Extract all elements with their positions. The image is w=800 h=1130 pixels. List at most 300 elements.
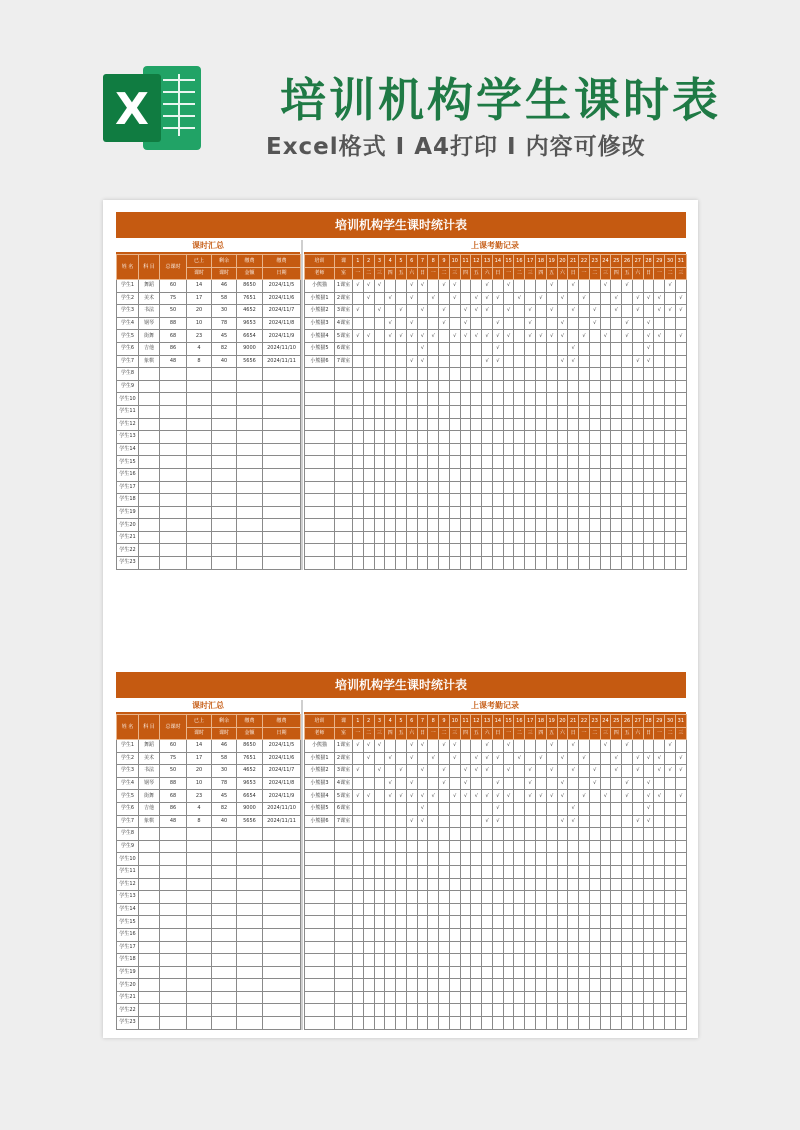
attendance-cell[interactable] — [353, 481, 364, 494]
attendance-cell[interactable] — [471, 840, 482, 853]
summary-cell[interactable] — [212, 405, 237, 418]
attendance-cell[interactable]: √ — [546, 740, 557, 753]
attendance-cell[interactable] — [536, 456, 547, 469]
attendance-cell[interactable] — [439, 853, 450, 866]
attendance-cell[interactable] — [579, 802, 590, 815]
attendance-cell[interactable] — [643, 1004, 654, 1017]
attendance-cell[interactable] — [396, 531, 407, 544]
attendance-cell[interactable] — [600, 506, 611, 519]
attendance-cell[interactable] — [665, 481, 676, 494]
attendance-cell[interactable] — [439, 954, 450, 967]
attendance-cell[interactable] — [417, 891, 428, 904]
summary-cell[interactable] — [263, 456, 301, 469]
attendance-cell[interactable] — [439, 405, 450, 418]
summary-cell[interactable] — [139, 456, 160, 469]
attendance-cell[interactable] — [449, 531, 460, 544]
attendance-cell[interactable]: √ — [557, 330, 568, 343]
attendance-cell[interactable] — [353, 431, 364, 444]
attendance-cell[interactable] — [600, 544, 611, 557]
summary-cell[interactable]: 4 — [187, 342, 212, 355]
attendance-cell[interactable] — [525, 468, 536, 481]
attendance-cell[interactable] — [546, 752, 557, 765]
attendance-cell[interactable] — [460, 544, 471, 557]
attendance-cell[interactable] — [503, 916, 514, 929]
attendance-cell[interactable] — [546, 506, 557, 519]
attendance-cell[interactable] — [503, 544, 514, 557]
attendance-cell[interactable] — [546, 941, 557, 954]
attendance-cell[interactable] — [525, 928, 536, 941]
attendance-cell[interactable] — [492, 1004, 503, 1017]
attendance-cell[interactable] — [471, 380, 482, 393]
attendance-cell[interactable] — [600, 1004, 611, 1017]
attendance-cell[interactable] — [492, 979, 503, 992]
attendance-cell[interactable] — [514, 991, 525, 1004]
summary-cell[interactable]: 8650 — [237, 280, 263, 293]
attendance-cell[interactable]: √ — [492, 355, 503, 368]
teacher-cell[interactable]: 小熊猫3 — [305, 317, 335, 330]
summary-cell[interactable] — [263, 1004, 301, 1017]
attendance-cell[interactable] — [492, 305, 503, 318]
attendance-cell[interactable] — [396, 878, 407, 891]
attendance-cell[interactable] — [675, 802, 686, 815]
attendance-cell[interactable] — [654, 494, 665, 507]
room-cell[interactable] — [335, 393, 353, 406]
attendance-cell[interactable] — [439, 368, 450, 381]
attendance-cell[interactable] — [675, 355, 686, 368]
attendance-cell[interactable] — [460, 903, 471, 916]
attendance-cell[interactable] — [374, 292, 385, 305]
summary-cell[interactable] — [212, 557, 237, 570]
attendance-cell[interactable] — [546, 954, 557, 967]
attendance-cell[interactable] — [449, 481, 460, 494]
summary-cell[interactable]: 20 — [187, 305, 212, 318]
summary-cell[interactable] — [263, 891, 301, 904]
attendance-cell[interactable] — [492, 380, 503, 393]
attendance-cell[interactable]: √ — [525, 765, 536, 778]
attendance-cell[interactable] — [632, 928, 643, 941]
attendance-cell[interactable]: √ — [385, 790, 396, 803]
attendance-cell[interactable]: √ — [471, 752, 482, 765]
summary-cell[interactable] — [187, 840, 212, 853]
attendance-cell[interactable] — [514, 916, 525, 929]
attendance-cell[interactable] — [428, 991, 439, 1004]
attendance-cell[interactable] — [589, 393, 600, 406]
teacher-cell[interactable] — [305, 481, 335, 494]
attendance-cell[interactable] — [600, 468, 611, 481]
attendance-cell[interactable]: √ — [632, 355, 643, 368]
attendance-cell[interactable]: √ — [514, 752, 525, 765]
attendance-cell[interactable] — [622, 966, 633, 979]
attendance-cell[interactable] — [514, 840, 525, 853]
attendance-cell[interactable] — [417, 456, 428, 469]
attendance-cell[interactable] — [374, 802, 385, 815]
summary-cell[interactable]: 学生2 — [117, 752, 139, 765]
attendance-cell[interactable] — [363, 405, 374, 418]
attendance-cell[interactable] — [589, 443, 600, 456]
attendance-cell[interactable] — [579, 1004, 590, 1017]
summary-cell[interactable] — [212, 979, 237, 992]
attendance-cell[interactable] — [514, 506, 525, 519]
attendance-cell[interactable] — [396, 342, 407, 355]
attendance-cell[interactable]: √ — [460, 317, 471, 330]
attendance-cell[interactable] — [525, 840, 536, 853]
attendance-cell[interactable] — [363, 355, 374, 368]
attendance-cell[interactable]: √ — [536, 292, 547, 305]
attendance-cell[interactable] — [492, 941, 503, 954]
attendance-cell[interactable] — [363, 393, 374, 406]
attendance-cell[interactable] — [525, 991, 536, 1004]
attendance-cell[interactable] — [492, 368, 503, 381]
attendance-cell[interactable] — [460, 865, 471, 878]
attendance-cell[interactable]: √ — [385, 777, 396, 790]
attendance-cell[interactable] — [417, 494, 428, 507]
attendance-cell[interactable] — [654, 916, 665, 929]
room-cell[interactable] — [335, 456, 353, 469]
attendance-cell[interactable] — [600, 815, 611, 828]
attendance-cell[interactable] — [449, 941, 460, 954]
attendance-cell[interactable] — [643, 280, 654, 293]
summary-cell[interactable] — [212, 481, 237, 494]
attendance-cell[interactable] — [579, 878, 590, 891]
attendance-cell[interactable] — [396, 443, 407, 456]
attendance-cell[interactable] — [643, 380, 654, 393]
attendance-cell[interactable]: √ — [396, 790, 407, 803]
summary-cell[interactable]: 17 — [187, 292, 212, 305]
attendance-cell[interactable] — [385, 941, 396, 954]
attendance-cell[interactable] — [439, 456, 450, 469]
room-cell[interactable]: 1课室 — [335, 740, 353, 753]
attendance-cell[interactable]: √ — [622, 777, 633, 790]
summary-cell[interactable] — [263, 966, 301, 979]
attendance-cell[interactable] — [353, 342, 364, 355]
teacher-cell[interactable] — [305, 393, 335, 406]
summary-cell[interactable]: 48 — [160, 815, 187, 828]
summary-cell[interactable] — [237, 531, 263, 544]
attendance-cell[interactable] — [568, 405, 579, 418]
summary-cell[interactable] — [187, 828, 212, 841]
summary-cell[interactable] — [237, 941, 263, 954]
attendance-cell[interactable] — [622, 878, 633, 891]
attendance-cell[interactable] — [406, 966, 417, 979]
attendance-cell[interactable] — [363, 903, 374, 916]
attendance-cell[interactable] — [482, 342, 493, 355]
attendance-cell[interactable]: √ — [492, 317, 503, 330]
summary-cell[interactable] — [160, 1017, 187, 1030]
attendance-cell[interactable] — [514, 557, 525, 570]
attendance-cell[interactable]: √ — [471, 305, 482, 318]
summary-cell[interactable] — [139, 1017, 160, 1030]
attendance-cell[interactable] — [385, 991, 396, 1004]
attendance-cell[interactable] — [385, 954, 396, 967]
attendance-cell[interactable] — [579, 840, 590, 853]
attendance-cell[interactable]: √ — [482, 280, 493, 293]
attendance-cell[interactable] — [622, 456, 633, 469]
teacher-cell[interactable]: 小熊猫6 — [305, 815, 335, 828]
attendance-cell[interactable] — [675, 468, 686, 481]
summary-cell[interactable]: 钢琴 — [139, 317, 160, 330]
attendance-cell[interactable] — [482, 368, 493, 381]
attendance-cell[interactable] — [546, 317, 557, 330]
attendance-cell[interactable] — [503, 954, 514, 967]
attendance-cell[interactable] — [406, 418, 417, 431]
attendance-cell[interactable] — [643, 828, 654, 841]
attendance-cell[interactable] — [374, 991, 385, 1004]
attendance-cell[interactable] — [482, 853, 493, 866]
attendance-cell[interactable] — [643, 916, 654, 929]
attendance-cell[interactable] — [396, 468, 407, 481]
attendance-cell[interactable] — [622, 494, 633, 507]
summary-cell[interactable]: 50 — [160, 765, 187, 778]
attendance-cell[interactable] — [460, 828, 471, 841]
summary-cell[interactable] — [263, 853, 301, 866]
attendance-cell[interactable] — [492, 393, 503, 406]
attendance-cell[interactable] — [557, 853, 568, 866]
attendance-cell[interactable] — [525, 966, 536, 979]
attendance-cell[interactable]: √ — [460, 777, 471, 790]
attendance-cell[interactable] — [514, 928, 525, 941]
summary-cell[interactable] — [212, 1004, 237, 1017]
room-cell[interactable]: 6课室 — [335, 342, 353, 355]
attendance-cell[interactable] — [460, 840, 471, 853]
attendance-cell[interactable] — [385, 828, 396, 841]
attendance-cell[interactable] — [622, 519, 633, 532]
attendance-cell[interactable] — [492, 840, 503, 853]
teacher-cell[interactable]: 小熊猫4 — [305, 330, 335, 343]
attendance-cell[interactable] — [396, 431, 407, 444]
attendance-cell[interactable] — [363, 765, 374, 778]
summary-cell[interactable]: 86 — [160, 802, 187, 815]
attendance-cell[interactable] — [374, 928, 385, 941]
attendance-cell[interactable] — [675, 317, 686, 330]
attendance-cell[interactable] — [675, 494, 686, 507]
attendance-cell[interactable] — [439, 928, 450, 941]
summary-cell[interactable] — [139, 443, 160, 456]
attendance-cell[interactable] — [665, 393, 676, 406]
attendance-cell[interactable]: √ — [579, 790, 590, 803]
attendance-cell[interactable] — [374, 519, 385, 532]
summary-cell[interactable]: 4652 — [237, 305, 263, 318]
attendance-cell[interactable] — [600, 494, 611, 507]
room-cell[interactable]: 7课室 — [335, 355, 353, 368]
teacher-cell[interactable] — [305, 865, 335, 878]
summary-cell[interactable]: 60 — [160, 280, 187, 293]
attendance-cell[interactable] — [568, 840, 579, 853]
summary-cell[interactable] — [237, 966, 263, 979]
attendance-cell[interactable] — [622, 544, 633, 557]
attendance-cell[interactable] — [589, 991, 600, 1004]
summary-cell[interactable] — [187, 531, 212, 544]
attendance-cell[interactable] — [396, 280, 407, 293]
attendance-cell[interactable] — [611, 979, 622, 992]
attendance-cell[interactable]: √ — [428, 790, 439, 803]
summary-cell[interactable] — [187, 1004, 212, 1017]
attendance-cell[interactable] — [374, 544, 385, 557]
attendance-cell[interactable]: √ — [503, 280, 514, 293]
attendance-cell[interactable] — [482, 393, 493, 406]
attendance-cell[interactable] — [600, 966, 611, 979]
summary-cell[interactable]: 学生6 — [117, 802, 139, 815]
attendance-cell[interactable] — [460, 431, 471, 444]
attendance-cell[interactable] — [525, 456, 536, 469]
attendance-cell[interactable] — [363, 941, 374, 954]
room-cell[interactable] — [335, 557, 353, 570]
attendance-cell[interactable] — [536, 443, 547, 456]
attendance-cell[interactable] — [417, 1004, 428, 1017]
summary-cell[interactable] — [139, 393, 160, 406]
attendance-cell[interactable]: √ — [654, 330, 665, 343]
attendance-cell[interactable] — [471, 531, 482, 544]
summary-cell[interactable] — [187, 979, 212, 992]
room-cell[interactable] — [335, 519, 353, 532]
attendance-cell[interactable] — [363, 916, 374, 929]
attendance-cell[interactable] — [643, 840, 654, 853]
attendance-cell[interactable] — [482, 544, 493, 557]
attendance-cell[interactable] — [514, 544, 525, 557]
attendance-cell[interactable] — [449, 979, 460, 992]
attendance-cell[interactable] — [557, 443, 568, 456]
attendance-cell[interactable] — [632, 342, 643, 355]
attendance-cell[interactable] — [632, 431, 643, 444]
attendance-cell[interactable]: √ — [579, 330, 590, 343]
attendance-cell[interactable] — [665, 903, 676, 916]
attendance-cell[interactable] — [449, 305, 460, 318]
summary-cell[interactable]: 2024/11/9 — [263, 790, 301, 803]
summary-cell[interactable]: 学生3 — [117, 765, 139, 778]
summary-cell[interactable] — [263, 494, 301, 507]
attendance-cell[interactable] — [589, 468, 600, 481]
summary-cell[interactable] — [237, 468, 263, 481]
attendance-cell[interactable] — [449, 456, 460, 469]
attendance-cell[interactable]: √ — [363, 752, 374, 765]
attendance-cell[interactable] — [482, 1004, 493, 1017]
attendance-cell[interactable] — [428, 368, 439, 381]
attendance-cell[interactable] — [492, 878, 503, 891]
attendance-cell[interactable] — [363, 380, 374, 393]
summary-cell[interactable] — [160, 840, 187, 853]
attendance-cell[interactable] — [374, 878, 385, 891]
attendance-cell[interactable]: √ — [536, 790, 547, 803]
attendance-cell[interactable] — [471, 456, 482, 469]
attendance-cell[interactable] — [353, 393, 364, 406]
teacher-cell[interactable]: 小熊猫3 — [305, 777, 335, 790]
summary-cell[interactable] — [139, 865, 160, 878]
attendance-cell[interactable] — [471, 853, 482, 866]
summary-cell[interactable]: 48 — [160, 355, 187, 368]
summary-cell[interactable]: 学生18 — [117, 494, 139, 507]
attendance-cell[interactable] — [557, 878, 568, 891]
attendance-cell[interactable] — [600, 355, 611, 368]
attendance-cell[interactable] — [460, 481, 471, 494]
summary-cell[interactable] — [237, 494, 263, 507]
attendance-cell[interactable]: √ — [643, 777, 654, 790]
attendance-cell[interactable] — [482, 405, 493, 418]
attendance-cell[interactable]: √ — [449, 740, 460, 753]
attendance-cell[interactable] — [536, 368, 547, 381]
attendance-cell[interactable] — [654, 979, 665, 992]
attendance-cell[interactable] — [632, 853, 643, 866]
attendance-cell[interactable] — [449, 891, 460, 904]
summary-cell[interactable] — [212, 840, 237, 853]
summary-cell[interactable]: 78 — [212, 777, 237, 790]
summary-cell[interactable] — [263, 393, 301, 406]
attendance-cell[interactable] — [417, 954, 428, 967]
attendance-cell[interactable] — [654, 954, 665, 967]
attendance-cell[interactable]: √ — [417, 815, 428, 828]
attendance-cell[interactable] — [385, 443, 396, 456]
attendance-cell[interactable]: √ — [546, 790, 557, 803]
attendance-cell[interactable] — [600, 979, 611, 992]
attendance-cell[interactable] — [568, 481, 579, 494]
attendance-cell[interactable] — [396, 506, 407, 519]
attendance-cell[interactable]: √ — [589, 305, 600, 318]
attendance-cell[interactable] — [514, 966, 525, 979]
summary-cell[interactable] — [139, 991, 160, 1004]
attendance-cell[interactable] — [546, 393, 557, 406]
attendance-cell[interactable]: √ — [632, 752, 643, 765]
attendance-cell[interactable]: √ — [406, 777, 417, 790]
summary-cell[interactable]: 68 — [160, 790, 187, 803]
attendance-cell[interactable] — [546, 891, 557, 904]
attendance-cell[interactable] — [622, 979, 633, 992]
attendance-cell[interactable] — [374, 431, 385, 444]
attendance-cell[interactable]: √ — [417, 765, 428, 778]
summary-cell[interactable] — [237, 431, 263, 444]
attendance-cell[interactable]: √ — [449, 292, 460, 305]
attendance-cell[interactable] — [611, 355, 622, 368]
attendance-cell[interactable] — [439, 979, 450, 992]
attendance-cell[interactable] — [396, 405, 407, 418]
attendance-cell[interactable] — [568, 531, 579, 544]
attendance-cell[interactable] — [589, 355, 600, 368]
attendance-cell[interactable] — [353, 891, 364, 904]
attendance-cell[interactable] — [514, 456, 525, 469]
summary-cell[interactable] — [263, 468, 301, 481]
attendance-cell[interactable] — [471, 443, 482, 456]
summary-cell[interactable]: 23 — [187, 790, 212, 803]
attendance-cell[interactable] — [643, 966, 654, 979]
teacher-cell[interactable] — [305, 368, 335, 381]
attendance-cell[interactable] — [536, 891, 547, 904]
attendance-cell[interactable] — [514, 765, 525, 778]
attendance-cell[interactable] — [439, 519, 450, 532]
attendance-cell[interactable] — [503, 443, 514, 456]
attendance-cell[interactable] — [417, 519, 428, 532]
attendance-cell[interactable] — [536, 853, 547, 866]
summary-cell[interactable] — [160, 966, 187, 979]
attendance-cell[interactable] — [568, 1017, 579, 1030]
attendance-cell[interactable] — [439, 840, 450, 853]
teacher-cell[interactable] — [305, 828, 335, 841]
attendance-cell[interactable]: √ — [525, 305, 536, 318]
attendance-cell[interactable] — [406, 802, 417, 815]
attendance-cell[interactable] — [406, 1004, 417, 1017]
attendance-cell[interactable] — [579, 431, 590, 444]
attendance-cell[interactable] — [557, 840, 568, 853]
room-cell[interactable] — [335, 431, 353, 444]
room-cell[interactable] — [335, 891, 353, 904]
attendance-cell[interactable]: √ — [568, 740, 579, 753]
attendance-cell[interactable] — [579, 531, 590, 544]
attendance-cell[interactable] — [643, 494, 654, 507]
attendance-cell[interactable] — [536, 418, 547, 431]
attendance-cell[interactable]: √ — [363, 740, 374, 753]
attendance-cell[interactable] — [471, 815, 482, 828]
attendance-cell[interactable] — [363, 431, 374, 444]
attendance-cell[interactable] — [514, 815, 525, 828]
attendance-cell[interactable] — [622, 431, 633, 444]
attendance-cell[interactable]: √ — [363, 280, 374, 293]
summary-cell[interactable] — [139, 891, 160, 904]
